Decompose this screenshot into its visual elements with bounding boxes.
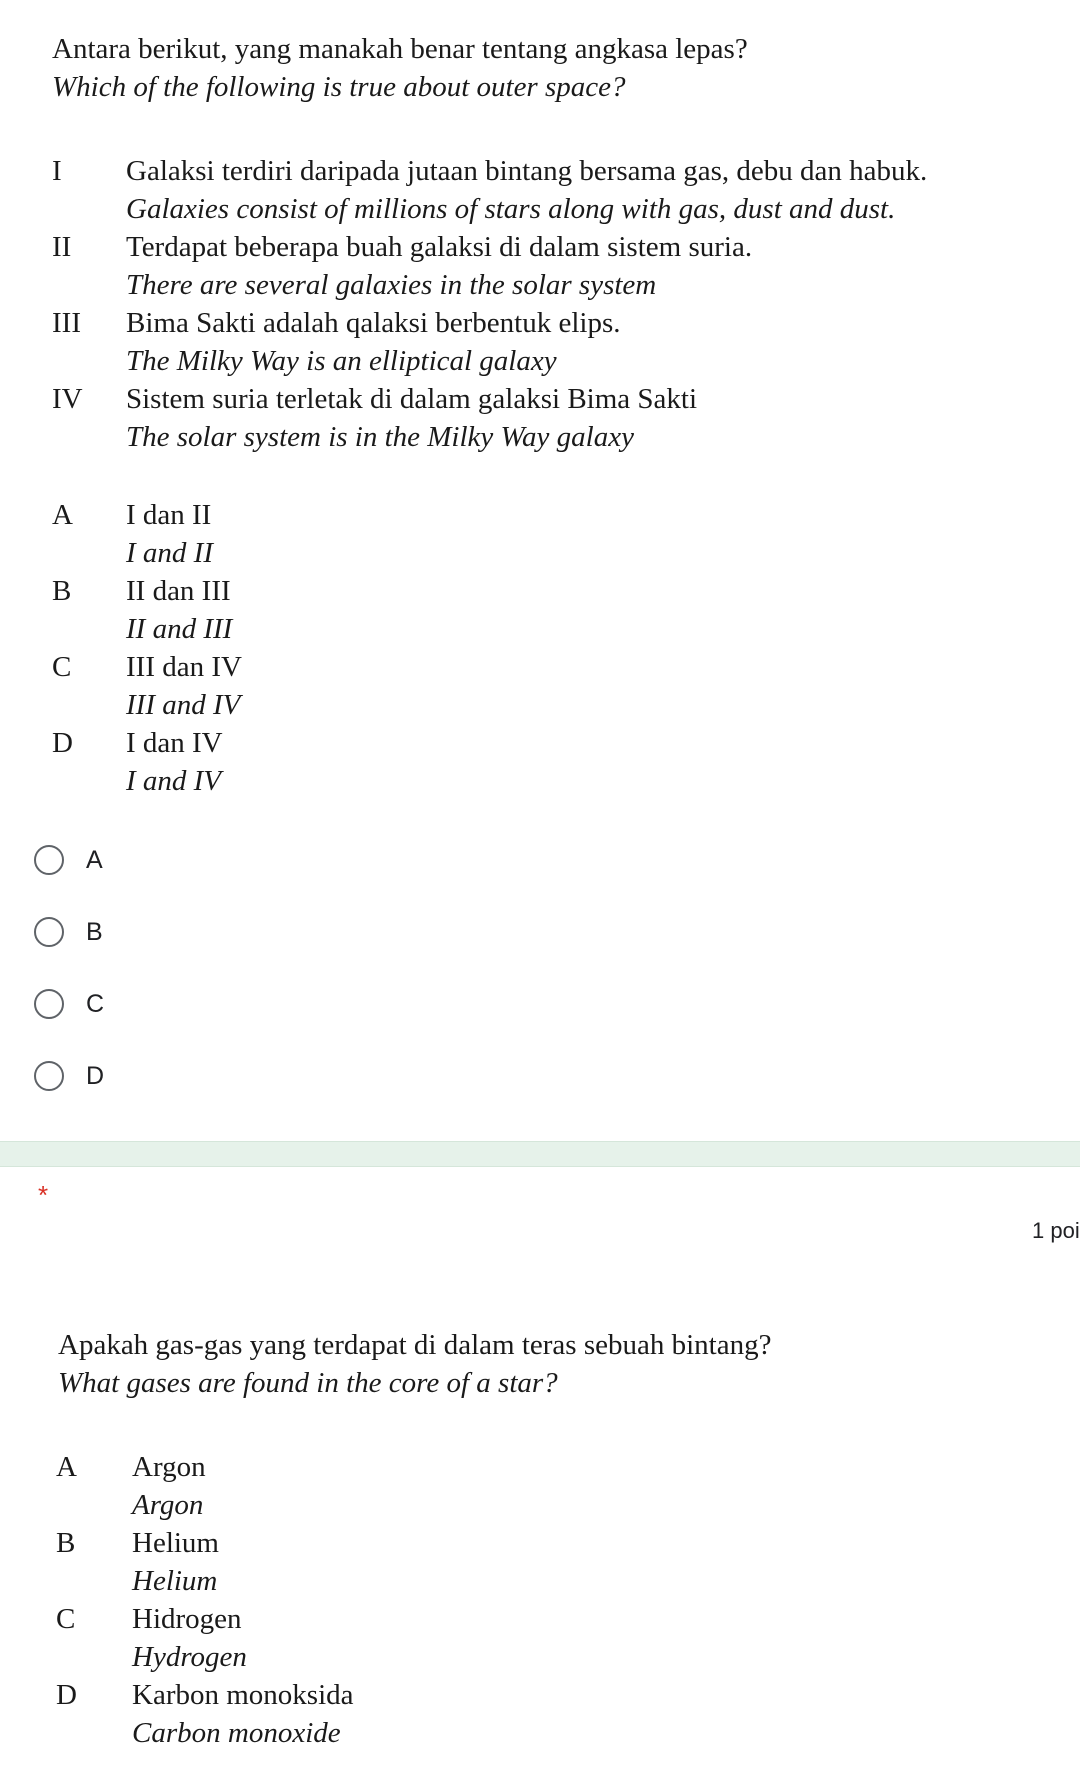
option-row (56, 1676, 354, 1752)
option-text-ms: II dan III (126, 575, 231, 607)
option-row (52, 724, 242, 800)
option-text-ms: Argon (132, 1451, 206, 1483)
option-text-en: Hydrogen (132, 1641, 247, 1673)
option-letter: D (52, 727, 73, 759)
question-2-prompt-ms: Apakah gas-gas yang terdapat di dalam teras sebuah bintang? (58, 1329, 772, 1361)
statement-numeral: IV (52, 383, 83, 415)
question-1-options (52, 496, 242, 800)
statement-text-en: Galaxies consist of millions of stars along with gas, dust and dust. (126, 193, 896, 225)
radio-choice-d[interactable] (34, 1040, 104, 1112)
statement-text-ms: Sistem suria terletak di dalam galaksi Bima Sakti (126, 383, 698, 415)
question-2-prompt (58, 1326, 771, 1402)
option-letter: A (52, 499, 73, 531)
statement-numeral: I (52, 155, 62, 187)
option-letter: B (56, 1527, 76, 1559)
question-1-prompt-en: Which of the following is true about outer space? (52, 71, 626, 103)
radio-choice-a[interactable] (34, 824, 104, 896)
statement-row (52, 304, 1080, 380)
radio-circle-icon[interactable] (34, 917, 64, 947)
option-text-en: Argon (132, 1489, 204, 1521)
option-letter: B (52, 575, 72, 607)
option-text-ms: I dan II (126, 499, 212, 531)
radio-choice-b[interactable] (34, 896, 104, 968)
radio-choice-label[interactable]: A (86, 845, 103, 874)
question-2-prompt-en: What gases are found in the core of a star? (58, 1367, 558, 1399)
radio-choice-label[interactable]: D (86, 1061, 105, 1090)
option-text-en: Helium (132, 1565, 218, 1597)
statement-row (52, 380, 1080, 456)
statement-row (52, 228, 1080, 304)
option-row (52, 572, 242, 648)
points-label: 1 poi (1032, 1218, 1080, 1243)
radio-choice-c[interactable] (34, 968, 104, 1040)
statement-text-en: There are several galaxies in the solar system (126, 269, 657, 301)
option-text-ms: I dan IV (126, 727, 223, 759)
option-text-ms: Hidrogen (132, 1603, 242, 1635)
option-text-ms: Karbon monoksida (132, 1679, 354, 1711)
statement-text-en: The solar system is in the Milky Way galaxy (126, 421, 634, 453)
question-1-prompt (52, 30, 748, 106)
option-text-ms: Helium (132, 1527, 219, 1559)
option-row (52, 496, 242, 572)
option-text-en: I and II (126, 537, 213, 569)
question-1-prompt-ms: Antara berikut, yang manakah benar tentang angkasa lepas? (52, 33, 748, 65)
option-text-en: I and IV (126, 765, 222, 797)
option-row (56, 1448, 354, 1524)
option-letter: C (52, 651, 72, 683)
question-1-statements (52, 152, 1080, 456)
option-letter: D (56, 1679, 77, 1711)
option-text-en: II and III (126, 613, 233, 645)
statement-text-ms: Bima Sakti adalah qalaksi berbentuk elips. (126, 307, 621, 339)
option-letter: A (56, 1451, 77, 1483)
radio-choice-label[interactable]: B (86, 917, 103, 946)
option-text-en: Carbon monoxide (132, 1717, 341, 1749)
option-letter: C (56, 1603, 76, 1635)
statement-numeral: II (52, 231, 72, 263)
statement-text-ms: Terdapat beberapa buah galaksi di dalam sistem suria. (126, 231, 753, 263)
question-2-options (56, 1448, 354, 1752)
option-row (56, 1600, 354, 1676)
option-row (52, 648, 242, 724)
option-text-ms: III dan IV (126, 651, 242, 683)
radio-choice-label[interactable]: C (86, 989, 105, 1018)
option-text-en: III and IV (126, 689, 241, 721)
radio-circle-icon[interactable] (34, 845, 64, 875)
required-marker: * (38, 1180, 49, 1210)
radio-circle-icon[interactable] (34, 1061, 64, 1091)
option-row (56, 1524, 354, 1600)
question-1-radio-group (34, 824, 104, 1112)
statement-numeral: III (52, 307, 81, 339)
statement-row (52, 152, 1080, 228)
statement-text-ms: Galaksi terdiri daripada jutaan bintang bersama gas, debu dan habuk. (126, 155, 928, 187)
question-separator (0, 1141, 1080, 1167)
radio-circle-icon[interactable] (34, 989, 64, 1019)
statement-text-en: The Milky Way is an elliptical galaxy (126, 345, 557, 377)
